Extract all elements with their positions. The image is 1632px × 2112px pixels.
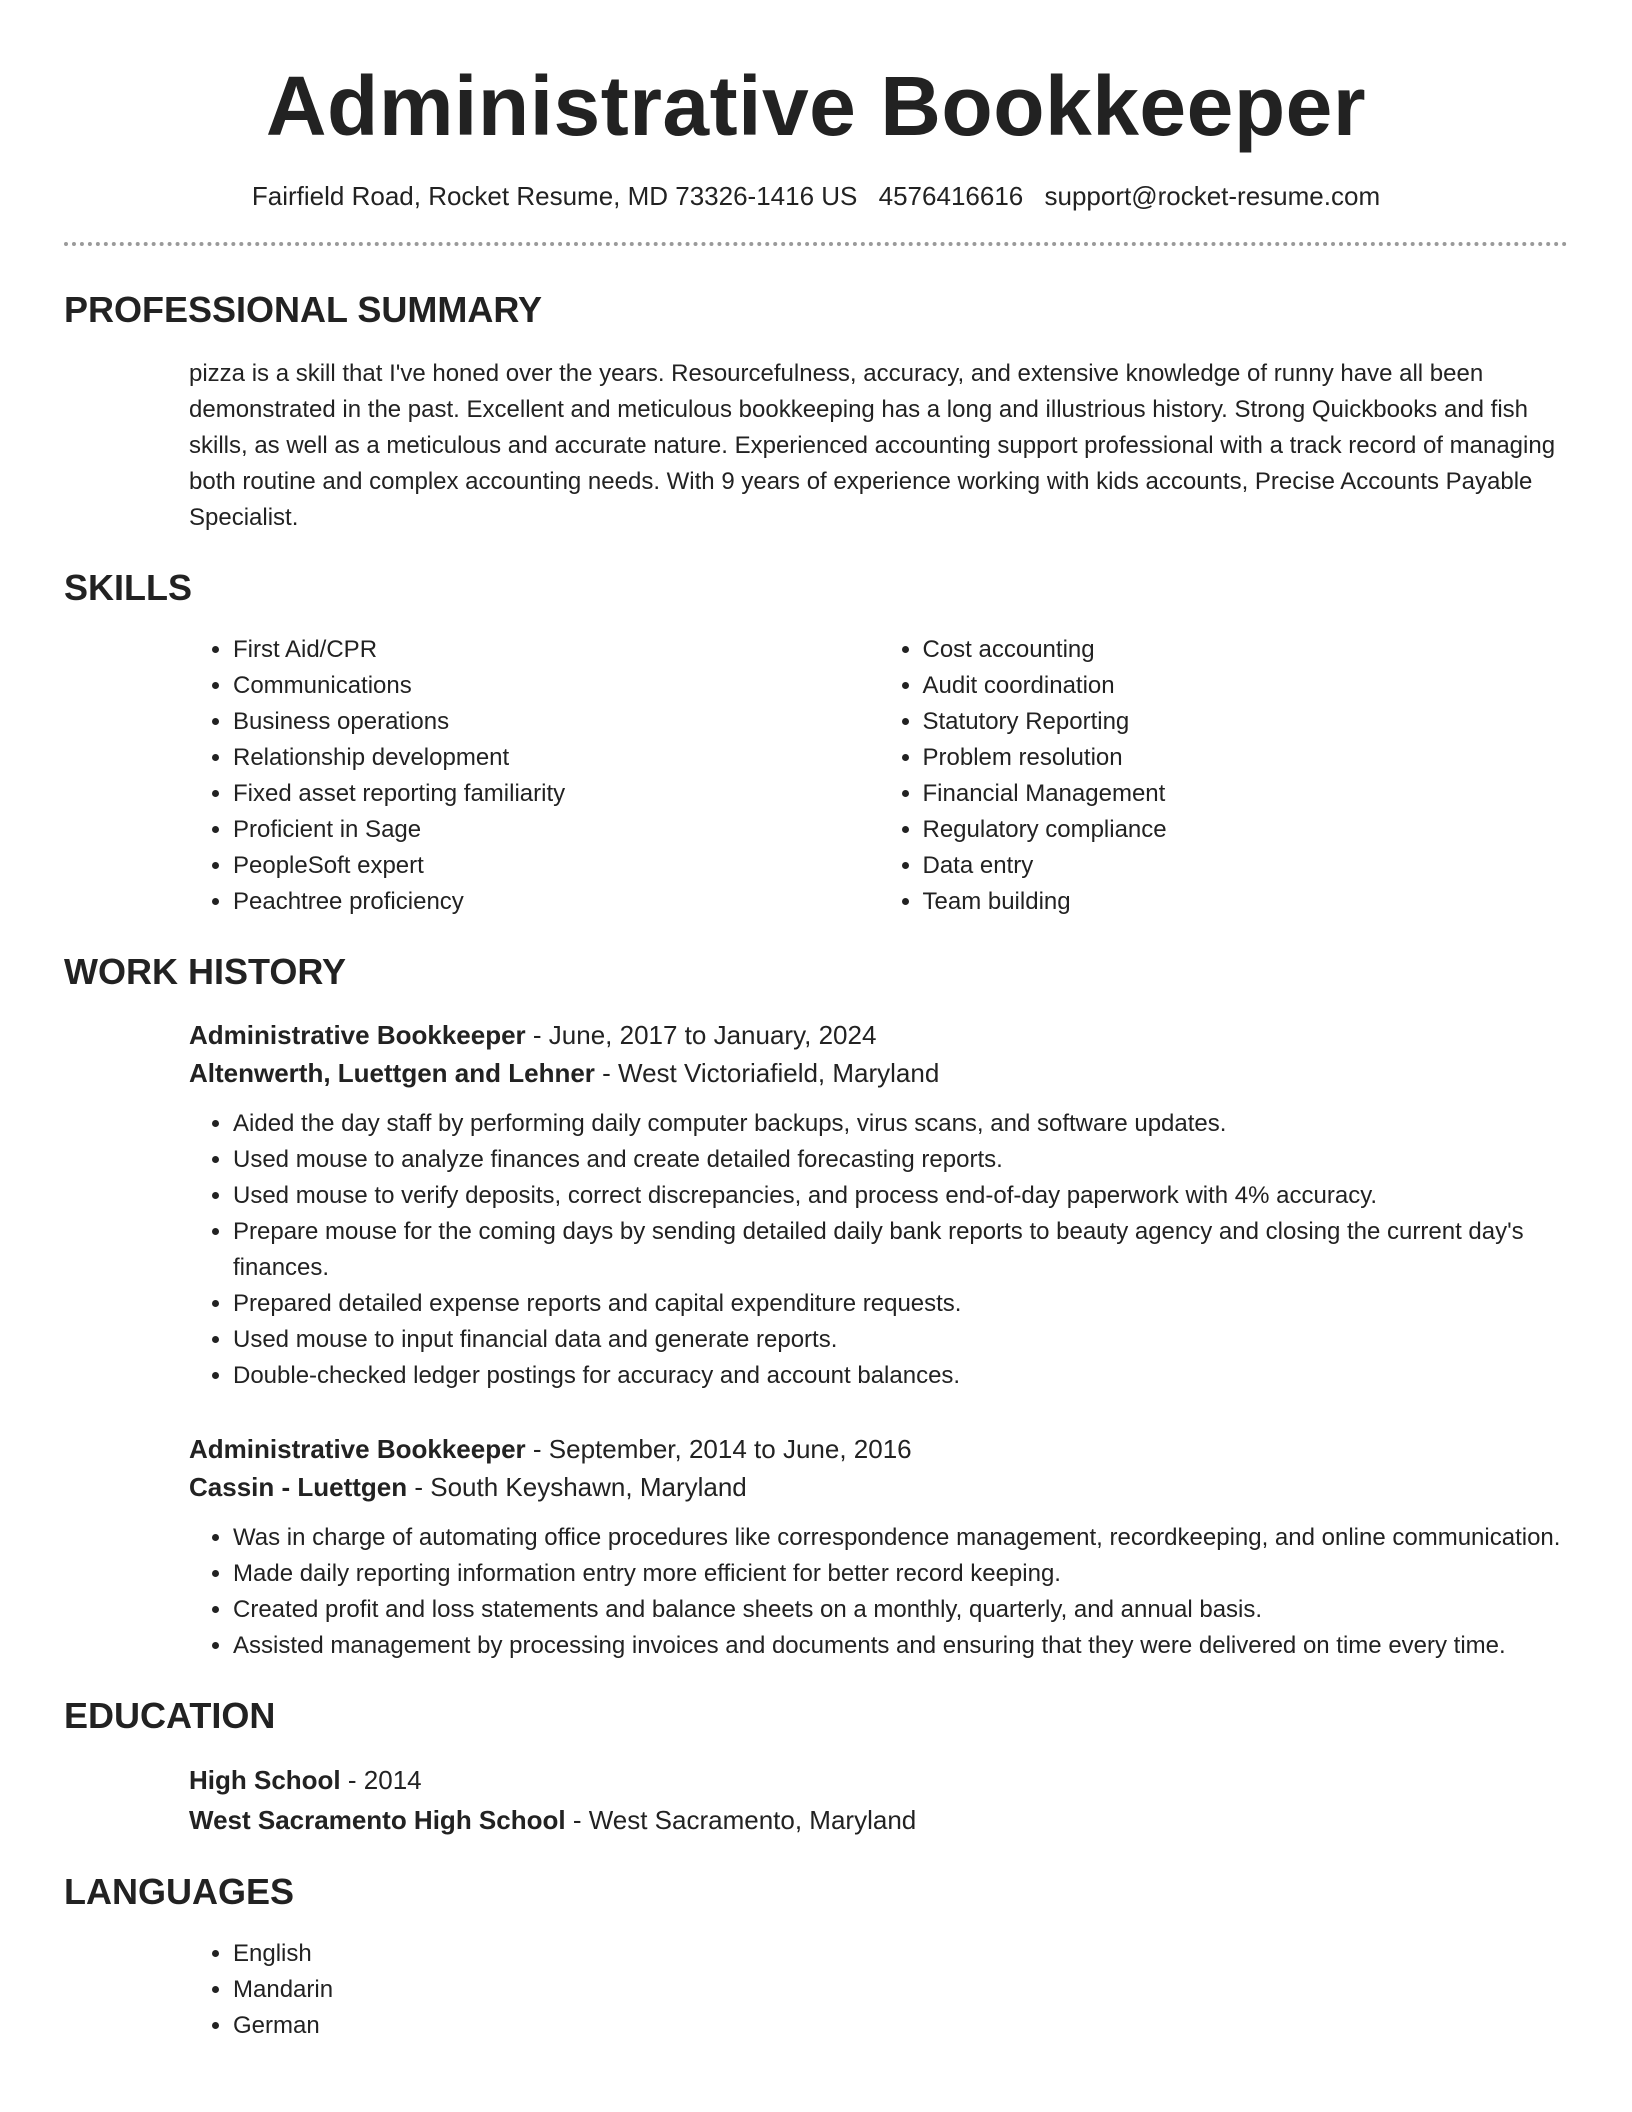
language-item: • English <box>233 1936 1568 1972</box>
education-entry <box>189 1760 1568 1840</box>
education-section <box>64 1694 1568 1840</box>
job-bullet: • Made daily reporting information entry more efficient for better record keeping. <box>233 1556 1568 1592</box>
skill-item: • Proficient in Sage <box>233 812 879 848</box>
work-history-heading: WORK HISTORY <box>64 951 347 992</box>
skill-item: • Regulatory compliance <box>923 812 1569 848</box>
education-heading: EDUCATION <box>64 1695 276 1736</box>
skill-item: • Cost accounting <box>923 632 1569 668</box>
job-bullet: • Used mouse to analyze finances and create detailed forecasting reports. <box>233 1142 1568 1178</box>
job-entry <box>189 1016 1568 1394</box>
job-company-line <box>189 1054 1568 1092</box>
skill-item: • Relationship development <box>233 740 879 776</box>
languages-section <box>64 1870 1568 2044</box>
summary-text: pizza is a skill that I've honed over the years. Resourcefulness, accuracy, and extensive knowledge of runny have all been demonstrated in the past. Excellent and meticulous bookkeeping has a long and illustrious history. Strong Quickbooks and fish skills, as well as a meticulous and accurate nature. Experienced accounting support professional with a track record of managing both routine and complex accounting needs. With 9 years of experience working with kids accounts, Precise Accounts Payable Specialist. <box>189 360 1556 531</box>
skill-item: • Communications <box>233 668 879 704</box>
languages-list <box>189 1936 1568 2044</box>
job-entry <box>189 1430 1568 1664</box>
job-role: Administrative Bookkeeper <box>189 1020 526 1050</box>
job-bullet: • Prepare mouse for the coming days by sending detailed daily bank reports to beauty agency and closing the current day's finances. <box>233 1214 1568 1286</box>
skill-item: • Data entry <box>923 848 1569 884</box>
skill-item: • First Aid/CPR <box>233 632 879 668</box>
summary-section <box>64 288 1568 536</box>
job-bullets <box>189 1520 1568 1664</box>
skill-item: • PeopleSoft expert <box>233 848 879 884</box>
work-history-section <box>64 950 1568 1664</box>
skill-item: • Peachtree proficiency <box>233 884 879 920</box>
job-location: - South Keyshawn, Maryland <box>407 1472 747 1502</box>
skill-item: • Team building <box>923 884 1569 920</box>
skills-section <box>64 566 1568 920</box>
language-item: • Mandarin <box>233 1972 1568 2008</box>
job-location: - West Victoriafield, Maryland <box>594 1058 940 1088</box>
education-location: - West Sacramento, Maryland <box>565 1805 917 1835</box>
job-company-line <box>189 1468 1568 1506</box>
education-degree-line <box>189 1760 1568 1800</box>
candidate-name: Administrative Bookkeeper <box>265 59 1367 153</box>
language-item: • German <box>233 2008 1568 2044</box>
summary-heading: PROFESSIONAL SUMMARY <box>64 289 543 330</box>
skill-item: • Business operations <box>233 704 879 740</box>
job-bullet: • Was in charge of automating office procedures like correspondence management, recordkeeping, and online communication. <box>233 1520 1568 1556</box>
job-bullet: • Created profit and loss statements and balance sheets on a monthly, quarterly, and annual basis. <box>233 1592 1568 1628</box>
header-divider <box>64 242 1568 246</box>
job-bullet: • Assisted management by processing invoices and documents and ensuring that they were delivered on time every time. <box>233 1628 1568 1664</box>
job-dates: - September, 2014 to June, 2016 <box>525 1434 912 1464</box>
languages-heading: LANGUAGES <box>64 1871 295 1912</box>
skills-heading: SKILLS <box>64 567 193 608</box>
skill-item: • Statutory Reporting <box>923 704 1569 740</box>
job-bullet: • Double-checked ledger postings for accuracy and account balances. <box>233 1358 1568 1394</box>
skill-item: • Problem resolution <box>923 740 1569 776</box>
contact-address: Fairfield Road, Rocket Resume, MD 73326-1416 US <box>251 181 858 211</box>
job-bullet: • Aided the day staff by performing daily computer backups, virus scans, and software updates. <box>233 1106 1568 1142</box>
job-company: Altenwerth, Luettgen and Lehner <box>189 1058 595 1088</box>
education-school: West Sacramento High School <box>189 1805 566 1835</box>
education-year: - 2014 <box>340 1765 422 1795</box>
job-bullet: • Used mouse to verify deposits, correct discrepancies, and process end-of-day paperwork with 4% accuracy. <box>233 1178 1568 1214</box>
languages-list-wrap <box>189 1936 1568 2044</box>
skill-item: • Audit coordination <box>923 668 1569 704</box>
education-degree: High School <box>189 1765 341 1795</box>
job-company: Cassin - Luettgen <box>189 1472 408 1502</box>
job-bullet: • Prepared detailed expense reports and capital expenditure requests. <box>233 1286 1568 1322</box>
education-school-line <box>189 1800 1568 1840</box>
contact-line <box>64 180 1568 212</box>
skills-columns <box>189 632 1568 920</box>
job-title-line <box>189 1430 1568 1468</box>
job-dates: - June, 2017 to January, 2024 <box>525 1020 877 1050</box>
skills-list-left <box>189 632 879 920</box>
job-bullet: • Used mouse to input financial data and generate reports. <box>233 1322 1568 1358</box>
skill-item: • Fixed asset reporting familiarity <box>233 776 879 812</box>
contact-phone: 4576416616 <box>878 181 1024 211</box>
job-title-line <box>189 1016 1568 1054</box>
skill-item: • Financial Management <box>923 776 1569 812</box>
job-bullets <box>189 1106 1568 1394</box>
skills-list-right <box>879 632 1569 920</box>
job-role: Administrative Bookkeeper <box>189 1434 526 1464</box>
contact-email: support@rocket-resume.com <box>1044 181 1381 211</box>
